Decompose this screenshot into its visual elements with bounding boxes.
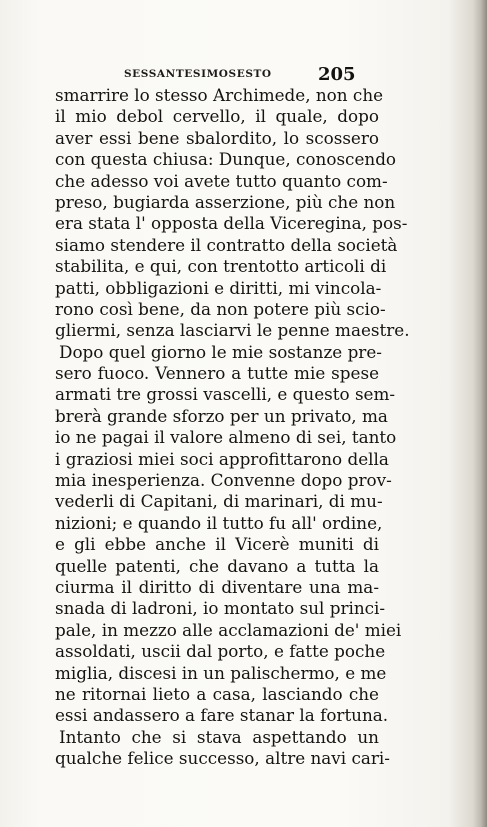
text-line: io ne pagai il valore almeno di sei, tanto (55, 427, 397, 448)
text-line: sero fuoco. Vennero a tutte mie spese (55, 363, 379, 384)
text-line: gliermi, senza lasciarvi le penne maestre. (55, 320, 410, 341)
text-line: mia inesperienza. Convenne dopo prov- (55, 470, 392, 491)
text-line: essi andassero a fare stanar la fortuna. (55, 705, 389, 726)
text-line: pale, in mezzo alle acclamazioni de' miei (55, 619, 402, 640)
page-number: 205 (318, 64, 356, 85)
text-line: assoldati, uscii dal porto, e fatte poche (55, 641, 386, 662)
text-line: preso, bugiarda asserzione, più che non (55, 191, 396, 212)
text-line: con questa chiusa: Dunque, conoscendo (55, 149, 397, 170)
text-line: vederli di Capitani, di marinari, di mu- (55, 491, 383, 512)
text-line: che adesso voi avete tutto quanto com- (55, 170, 388, 191)
text-line: e gli ebbe anche il Vicerè muniti di (55, 534, 379, 555)
body-text (55, 85, 410, 770)
text-line: aver essi bene sbalordito, lo scossero (55, 127, 379, 148)
page-header (0, 64, 487, 86)
text-line: era stata l' opposta della Viceregina, pos- (55, 213, 408, 234)
text-line: Dopo quel giorno le mie sostanze pre- (59, 341, 382, 362)
text-line: patti, obbligazioni e diritti, mi vincola- (55, 277, 382, 298)
text-line: qualche felice successo, altre navi cari- (55, 748, 390, 769)
text-line: armati tre grossi vascelli, e questo sem- (55, 384, 396, 405)
text-line: quelle patenti, che davano a tutta la (55, 555, 379, 576)
running-head: SESSANTESIMOSESTO (124, 68, 272, 80)
text-line: il mio debol cervello, il quale, dopo (55, 106, 379, 127)
text-line: rono così bene, da non potere più scio- (55, 298, 386, 319)
text-line: ciurma il diritto di diventare una ma- (55, 576, 379, 597)
text-line: ne ritornai lieto a casa, lasciando che (55, 683, 379, 704)
text-line: brerà grande sforzo per un privato, ma (55, 405, 388, 426)
text-line: smarrire lo stesso Archimede, non che (55, 85, 384, 105)
text-line: siamo stendere il contratto della società (55, 234, 398, 255)
text-line: i graziosi miei soci approfittarono della (55, 448, 389, 469)
text-line: nizioni; e quando il tutto fu all' ordine, (55, 512, 383, 533)
text-line: Intanto che si stava aspettando un (59, 726, 379, 747)
text-line: snada di ladroni, io montato sul princi- (55, 598, 386, 619)
page-edge-shadow (473, 0, 487, 827)
text-line: stabilita, e qui, con trentotto articoli di (55, 256, 387, 277)
text-line: miglia, discesi in un palischermo, e me (55, 662, 387, 683)
